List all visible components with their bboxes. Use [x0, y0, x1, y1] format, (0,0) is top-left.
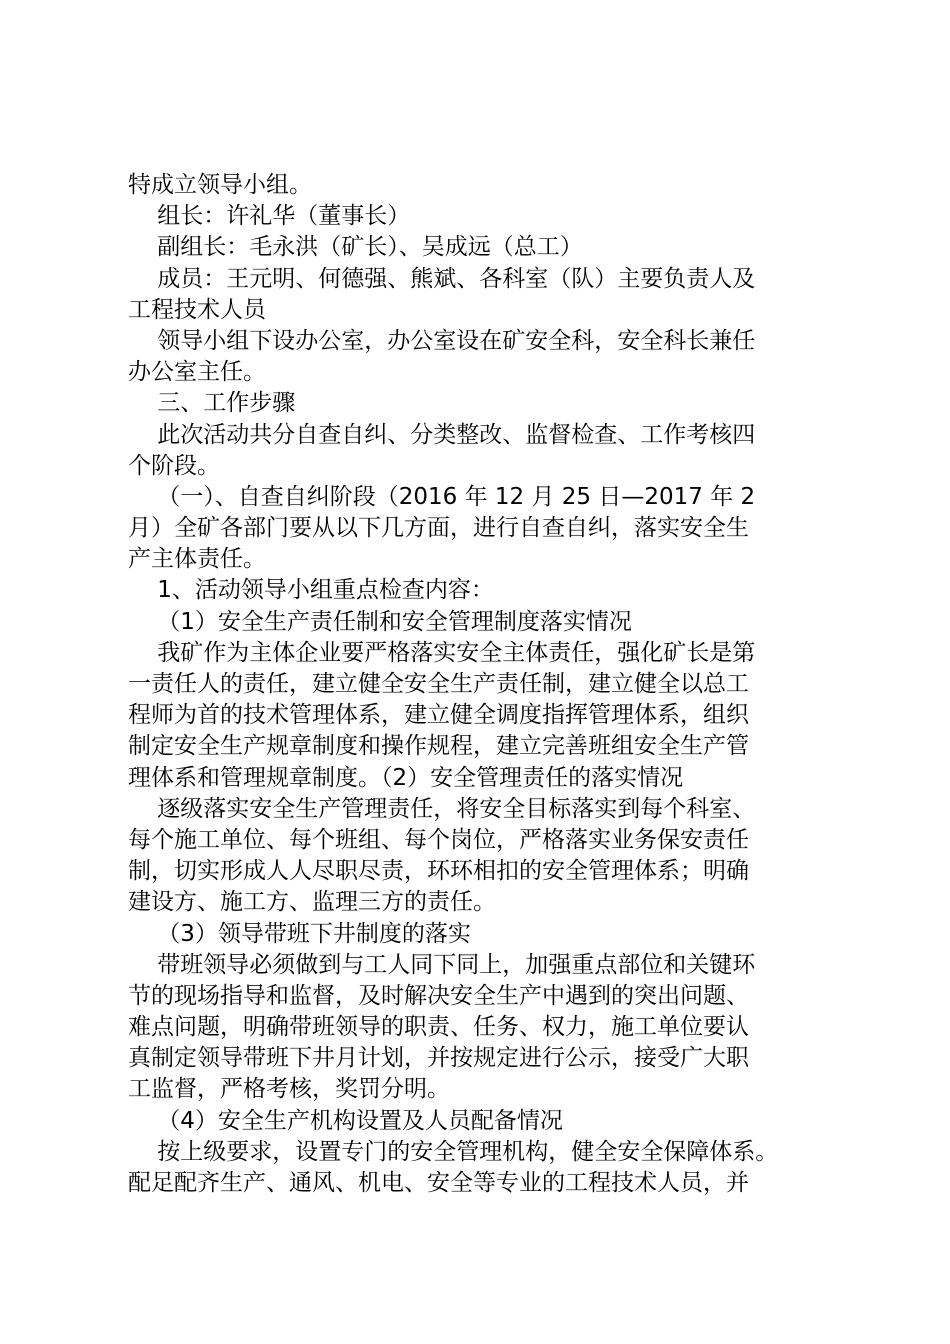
text-line: 我矿作为主体企业要严格落实安全主体责任，强化矿长是第 [128, 639, 756, 666]
text-line: 月）全矿各部门要从以下几方面，进行自查自纠，落实安全生 [128, 515, 749, 542]
text-line: 按上级要求，设置专门的安全管理机构，健全安全保障体系。 [128, 1138, 779, 1165]
text-line: 成员：王元明、何德强、熊斌、各科室（队）主要负责人及 [128, 265, 756, 292]
text-line: 难点问题，明确带班领导的职责、任务、权力，施工单位要认 [128, 1014, 749, 1041]
text-line: 领导小组下设办公室，办公室设在矿安全科，安全科长兼任 [128, 327, 756, 354]
text-line: 程师为首的技术管理体系，建立健全调度指挥管理体系，组织 [128, 702, 749, 729]
text-line: （一）、自查自纠阶段（2016 年 12 月 25 日—2017 年 2 [128, 483, 756, 510]
text-line: 真制定领导带班下井月计划，并按规定进行公示，接受广大职 [128, 1045, 749, 1072]
text-line: （1）安全生产责任制和安全管理制度落实情况 [128, 608, 632, 635]
text-line: 工监督，严格考核，奖罚分明。 [128, 1076, 450, 1103]
text-line: 办公室主任。 [128, 359, 266, 386]
text-line: 1、活动领导小组重点检查内容： [128, 577, 494, 604]
text-line: 个阶段。 [128, 452, 220, 479]
text-line: 理体系和管理规章制度。（2）安全管理责任的落实情况 [128, 764, 684, 791]
text-line: 配足配齐生产、通风、机电、安全等专业的工程技术人员，并 [128, 1170, 749, 1196]
text-line: 特成立领导小组。 [128, 172, 312, 198]
text-line: 制定安全生产规章制度和操作规程，建立完善班组安全生产管 [128, 733, 749, 760]
text-line: 工程技术人员 [128, 296, 266, 323]
text-line: 一责任人的责任，建立健全安全生产责任制，建立健全以总工 [128, 671, 749, 697]
text-line: 建设方、施工方、监理三方的责任。 [128, 889, 496, 916]
text-line: 制，切实形成人人尽职尽责，环环相扣的安全管理体系；明确 [128, 858, 749, 885]
text-line: 每个施工单位、每个班组、每个岗位，严格落实业务保安责任 [128, 826, 749, 853]
text-line: 节的现场指导和监督，及时解决安全生产中遇到的突出问题、 [128, 982, 749, 1009]
text-line: 组长：许礼华（董事长） [128, 203, 411, 230]
section-heading: 三、工作步骤 [128, 390, 296, 417]
text-line: 逐级落实安全生产管理责任，将安全目标落实到每个科室、 [128, 795, 756, 822]
document-body [128, 170, 828, 1199]
text-line: 副组长：毛永洪（矿长）、吴成远（总工） [128, 234, 583, 261]
text-line: 产主体责任。 [128, 546, 266, 573]
text-line: 带班领导必须做到与工人同下同上，加强重点部位和关键环 [128, 951, 756, 978]
text-line: （4）安全生产机构设置及人员配备情况 [128, 1107, 563, 1134]
text-line: （3）领导带班下井制度的落实 [128, 920, 471, 947]
text-line: 此次活动共分自查自纠、分类整改、监督检查、工作考核四 [128, 421, 756, 448]
